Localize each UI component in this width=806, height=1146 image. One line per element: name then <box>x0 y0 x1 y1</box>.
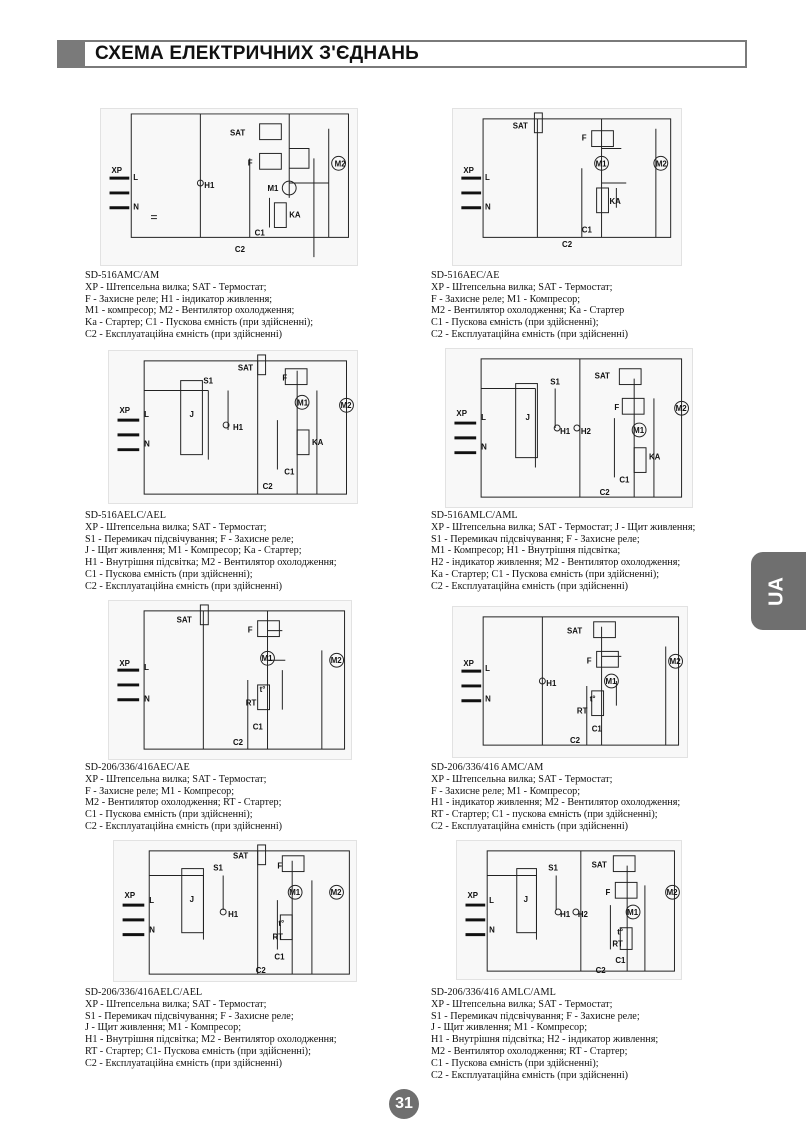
svg-text:M1: M1 <box>605 676 617 686</box>
svg-text:J: J <box>523 895 529 905</box>
svg-text:L: L <box>489 896 494 906</box>
svg-text:XP: XP <box>463 659 474 669</box>
svg-text:XP: XP <box>463 166 474 176</box>
scheme-line: C1 - Пускова ємність (при здійсненні); <box>431 317 599 329</box>
svg-text:L: L <box>133 173 139 183</box>
svg-text:H2: H2 <box>577 909 588 919</box>
svg-text:C1: C1 <box>615 956 626 966</box>
header-accent-bar <box>57 40 85 68</box>
svg-text:N: N <box>144 439 150 449</box>
svg-text:XP: XP <box>111 166 123 176</box>
wiring-diagram <box>108 600 352 760</box>
svg-text:C1: C1 <box>274 952 285 962</box>
wiring-diagram <box>456 840 682 980</box>
svg-text:KA: KA <box>311 437 324 447</box>
svg-text:M2: M2 <box>330 888 342 898</box>
svg-text:N: N <box>133 202 139 212</box>
svg-text:M1: M1 <box>267 183 279 193</box>
svg-text:F: F <box>605 888 611 898</box>
svg-text:M2: M2 <box>655 159 667 169</box>
scheme-line: C2 - Експлуатаційна ємність (при здійсненні) <box>85 820 283 832</box>
svg-text:C1: C1 <box>284 467 295 477</box>
svg-text:L: L <box>481 413 486 423</box>
svg-text:RT: RT <box>272 932 283 942</box>
scheme-caption <box>431 510 695 593</box>
svg-text:M1: M1 <box>633 425 645 435</box>
wiring-diagram <box>452 108 682 266</box>
scheme-line: M2 - Вентилятор охолодження; RT - Стартер; <box>431 1045 628 1057</box>
wiring-diagram <box>100 108 358 266</box>
scheme-line: C2 - Експлуатаційна ємність (при здійсненні) <box>431 580 629 592</box>
scheme-line: C2 - Експлуатаційна ємність (при здійсненні) <box>431 328 629 340</box>
scheme-line: XP - Штепсельна вилка; SAT - Термостат; <box>431 281 613 293</box>
svg-text:H1: H1 <box>228 909 239 919</box>
scheme-line: H1 - індикатор живлення; M2 - Вентилятор охолодження; <box>431 797 681 809</box>
scheme-line: XP - Штепсельна вилка; SAT - Термостат; <box>85 281 267 293</box>
svg-text:M2: M2 <box>669 657 681 667</box>
svg-text:F: F <box>586 656 592 666</box>
svg-text:S1: S1 <box>550 377 560 387</box>
svg-text:M2: M2 <box>340 401 352 411</box>
scheme-caption <box>85 762 282 833</box>
wiring-diagram <box>452 606 688 758</box>
wiring-diagram-svg <box>109 601 351 759</box>
svg-text:SAT: SAT <box>594 371 610 381</box>
svg-text:KA: KA <box>609 196 621 206</box>
wiring-diagram <box>108 350 358 504</box>
wiring-diagram-svg <box>453 607 687 757</box>
wiring-diagram <box>445 348 693 508</box>
scheme-line: H1 - Внутрішня підсвітка; H2 - індикатор живлення; <box>431 1034 659 1046</box>
wiring-diagram-svg <box>114 841 356 981</box>
svg-text:H2: H2 <box>580 426 591 436</box>
svg-text:N: N <box>489 925 495 935</box>
scheme-line: J - Щит живлення; M1 - Компресор; <box>85 1022 242 1034</box>
svg-text:SAT: SAT <box>567 626 583 636</box>
svg-text:C2: C2 <box>255 966 266 976</box>
scheme-line: S1 - Перемикач підсвічування; F - Захисне реле; <box>85 533 294 545</box>
page-number: 31 <box>389 1089 419 1119</box>
scheme-line: F - Захисне реле; M1 - Компресор; <box>431 785 581 797</box>
scheme-line: XP - Штепсельна вилка; SAT - Термостат; <box>431 773 613 785</box>
svg-text:SAT: SAT <box>237 363 254 373</box>
scheme-caption <box>431 762 680 833</box>
scheme-line: M1 - компресор; M2 - Вентилятор охолодження; <box>85 305 295 317</box>
svg-text:H1: H1 <box>560 426 571 436</box>
svg-text:XP: XP <box>119 406 131 416</box>
scheme-line: F - Захисне реле; M1 - Компресор; <box>85 785 235 797</box>
scheme-line: RT - Стартер; C1 - пускова ємність (при здійсненні); <box>431 809 658 821</box>
scheme-line: Ka - Стартер; C1 - Пускова ємність (при здійсненні); <box>85 317 314 329</box>
scheme-line: XP - Штепсельна вилка; SAT - Термостат; <box>85 521 267 533</box>
svg-text:N: N <box>481 442 487 452</box>
svg-text:L: L <box>149 896 155 906</box>
svg-text:C1: C1 <box>619 475 630 485</box>
svg-text:S1: S1 <box>203 376 214 386</box>
svg-text:M2: M2 <box>334 159 346 169</box>
section-header <box>57 40 747 68</box>
svg-text:M2: M2 <box>675 404 687 414</box>
svg-text:S1: S1 <box>548 863 558 873</box>
svg-text:C2: C2 <box>599 488 610 498</box>
svg-text:N: N <box>485 694 491 704</box>
scheme-caption <box>85 510 337 593</box>
wiring-diagram-svg <box>453 109 681 265</box>
scheme-caption <box>431 987 658 1081</box>
scheme-line: M2 - Вентилятор охолодження; Ka - Стартер <box>431 305 625 317</box>
svg-text:SAT: SAT <box>176 615 192 625</box>
scheme-model: SD-516AELC/AEL <box>85 510 166 521</box>
svg-text:F: F <box>247 625 253 635</box>
svg-text:M1: M1 <box>261 654 273 664</box>
svg-text:S1: S1 <box>213 863 223 873</box>
scheme-line: XP - Штепсельна вилка; SAT - Термостат; J - Щит живлення; <box>431 521 696 533</box>
svg-text:C2: C2 <box>595 966 606 976</box>
svg-text:N: N <box>144 694 150 704</box>
svg-text:SAT: SAT <box>512 121 528 131</box>
scheme-line: M2 - Вентилятор охолодження; RT - Стартер; <box>85 797 282 809</box>
svg-text:N: N <box>149 925 155 935</box>
scheme-model: SD-516AEC/AE <box>431 270 500 281</box>
scheme-caption <box>85 270 313 341</box>
svg-text:C2: C2 <box>234 245 246 255</box>
scheme-line: S1 - Перемикач підсвічування; F - Захисне реле; <box>431 533 640 545</box>
svg-text:C2: C2 <box>562 240 573 250</box>
svg-text:RT: RT <box>612 939 623 949</box>
svg-text:XP: XP <box>124 891 136 901</box>
svg-text:XP: XP <box>467 891 478 901</box>
svg-text:H1: H1 <box>560 909 571 919</box>
scheme-line: S1 - Перемикач підсвічування; F - Захисне реле; <box>431 1010 640 1022</box>
svg-text:RT: RT <box>245 698 257 708</box>
svg-text:C1: C1 <box>581 225 592 235</box>
scheme-line: F - Захисне реле; H1 - індикатор живлення; <box>85 293 273 305</box>
svg-text:F: F <box>247 158 253 168</box>
scheme-line: C2 - Експлуатаційна ємність (при здійсненні) <box>85 1057 283 1069</box>
scheme-model: SD-516AMC/AM <box>85 270 160 281</box>
language-tab <box>751 552 806 630</box>
svg-text:F: F <box>581 133 587 143</box>
svg-text:t°: t° <box>589 694 596 704</box>
svg-text:L: L <box>144 663 149 673</box>
scheme-line: H2 - індикатор живлення; M2 - Вентилятор охолодження; <box>431 557 681 569</box>
scheme-line: XP - Штепсельна вилка; SAT - Термостат; <box>85 998 267 1010</box>
scheme-line: Ka - Стартер; C1 - Пускова ємність (при здійсненні); <box>431 568 660 580</box>
scheme-model: SD-206/336/416AELC/AEL <box>85 987 203 998</box>
svg-text:H1: H1 <box>204 180 215 190</box>
scheme-model: SD-206/336/416 AMC/AM <box>431 762 544 773</box>
scheme-model: SD-516AMLC/AML <box>431 510 518 521</box>
svg-text:J: J <box>189 895 195 905</box>
wiring-diagram <box>113 840 357 982</box>
svg-text:KA: KA <box>648 452 661 462</box>
svg-text:SAT: SAT <box>233 851 249 861</box>
scheme-line: S1 - Перемикач підсвічування; F - Захисне реле; <box>85 1010 294 1022</box>
svg-text:M2: M2 <box>666 888 678 898</box>
svg-text:RT: RT <box>576 706 588 716</box>
scheme-line: C1 - Пускова ємність (при здійсненні); <box>85 568 253 580</box>
svg-text:M1: M1 <box>289 888 301 898</box>
svg-text:N: N <box>485 202 491 212</box>
svg-text:J: J <box>525 413 530 423</box>
svg-text:KA: KA <box>289 210 301 220</box>
scheme-model: SD-206/336/416AEC/AE <box>85 762 190 773</box>
svg-text:M2: M2 <box>330 656 342 666</box>
scheme-line: F - Захисне реле; M1 - Компресор; <box>431 293 581 305</box>
svg-text:t°: t° <box>278 918 285 928</box>
scheme-line: XP - Штепсельна вилка; SAT - Термостат; <box>431 998 613 1010</box>
svg-text:L: L <box>485 664 490 674</box>
svg-text:C2: C2 <box>262 482 273 492</box>
scheme-line: C1 - Пускова ємність (при здійсненні); <box>85 809 253 821</box>
scheme-line: XP - Штепсельна вилка; SAT - Термостат; <box>85 773 267 785</box>
scheme-line: M1 - Компресор; H1 - Внутрішня підсвітка; <box>431 545 621 557</box>
svg-text:XP: XP <box>456 409 467 419</box>
svg-text:H1: H1 <box>233 422 244 432</box>
scheme-line: H1 - Внутрішня підсвітка; M2 - Вентилятор охолодження; <box>85 557 337 569</box>
wiring-diagram-svg <box>109 351 357 503</box>
language-tab-label: UA <box>765 577 788 606</box>
svg-text:F: F <box>282 373 288 383</box>
svg-text:J: J <box>189 410 194 420</box>
svg-text:L: L <box>144 410 149 420</box>
scheme-line: J - Щит живлення; M1 - Компресор; Ka - Стартер; <box>85 545 302 557</box>
wiring-diagram-svg <box>101 109 357 265</box>
page-title: СХЕМА ЕЛЕКТРИЧНИХ З'ЄДНАНЬ <box>95 43 420 64</box>
svg-text:t°: t° <box>259 684 266 694</box>
svg-text:XP: XP <box>119 659 130 669</box>
svg-text:SAT: SAT <box>229 128 246 138</box>
svg-text:C2: C2 <box>232 738 244 748</box>
scheme-line: C2 - Експлуатаційна ємність (при здійсненні) <box>85 580 283 592</box>
svg-text:L: L <box>485 173 490 183</box>
svg-text:M1: M1 <box>595 159 607 169</box>
svg-text:C2: C2 <box>570 736 581 746</box>
scheme-line: RT - Стартер; C1- Пускова ємність (при здійсненні); <box>85 1045 311 1057</box>
svg-text:M1: M1 <box>297 398 309 408</box>
svg-text:C1: C1 <box>591 724 602 734</box>
scheme-caption <box>431 270 628 341</box>
svg-text:F: F <box>614 403 620 413</box>
wiring-diagram-svg <box>446 349 692 507</box>
scheme-line: H1 - Внутрішня підсвітка; M2 - Вентилятор охолодження; <box>85 1034 337 1046</box>
svg-text:H1: H1 <box>546 678 557 688</box>
scheme-line: C1 - Пускова ємність (при здійсненні); <box>431 1057 599 1069</box>
scheme-model: SD-206/336/416 AMLC/AML <box>431 987 556 998</box>
svg-text:F: F <box>277 861 283 871</box>
svg-text:M1: M1 <box>627 907 639 917</box>
scheme-line: C2 - Експлуатаційна ємність (при здійсненні) <box>431 820 629 832</box>
svg-text:C1: C1 <box>252 722 263 732</box>
svg-text:t°: t° <box>617 927 624 937</box>
scheme-line: C2 - Експлуатаційна ємність (при здійсненні) <box>85 328 283 340</box>
svg-text:SAT: SAT <box>591 860 607 870</box>
scheme-line: C2 - Експлуатаційна ємність (при здійсненні) <box>431 1069 629 1081</box>
svg-text:C1: C1 <box>254 228 265 238</box>
scheme-line: J - Щит живлення; M1 - Компресор; <box>431 1022 588 1034</box>
scheme-caption <box>85 987 337 1070</box>
wiring-diagram-svg <box>457 841 681 979</box>
